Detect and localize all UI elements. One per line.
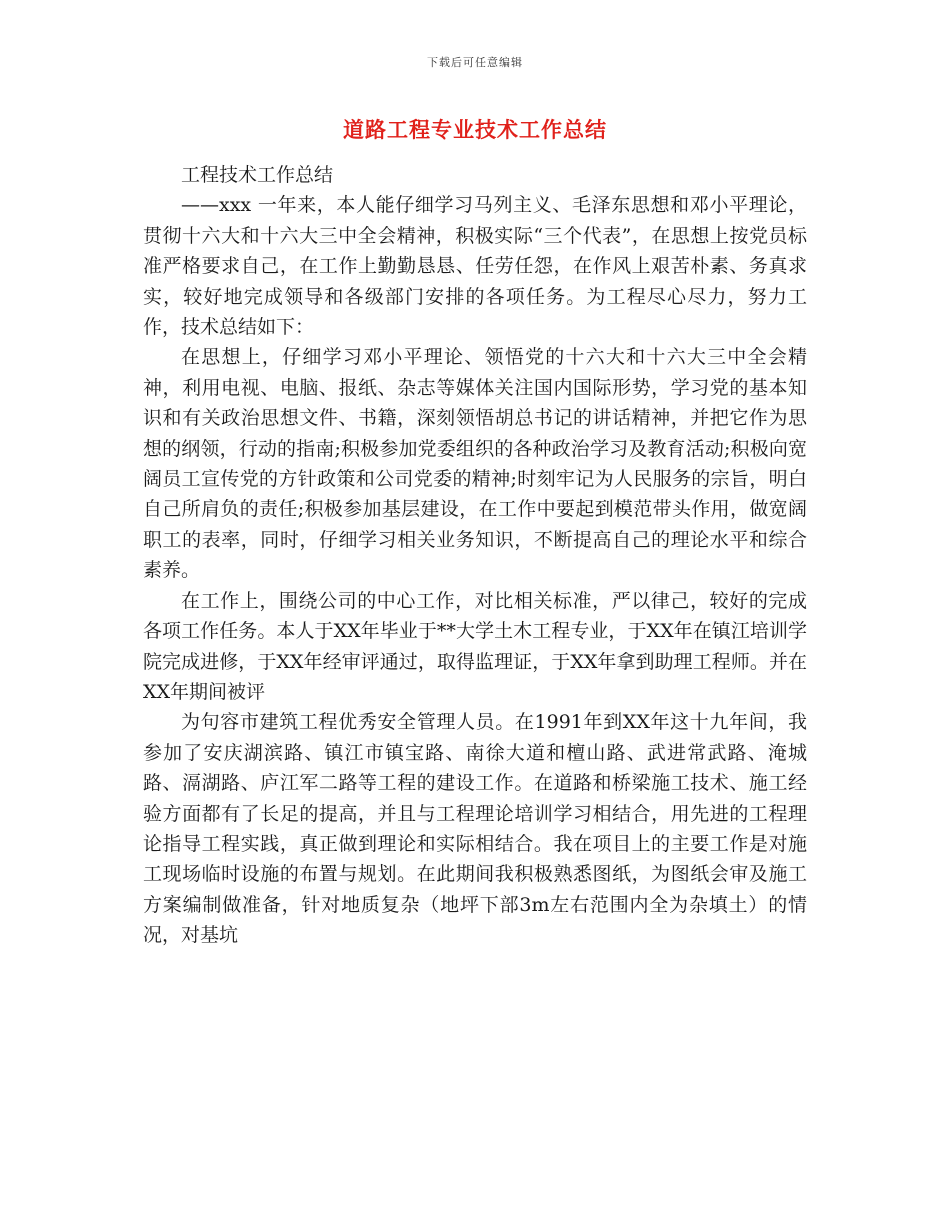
- header-note: 下载后可任意编辑: [427, 56, 523, 69]
- paragraph-ideology: 在思想上，仔细学习邓小平理论、领悟党的十六大和十六大三中全会精神，利用电视、电脑、报纸、杂志等媒体关注国内国际形势，学习党的基本知识和有关政治思想文件、书籍，深刻领悟胡总书记的讲话精神，并把它作为思想的纲领，行动的指南;积极参加党委组织的各种政治学习及教育活动;积极向宽阔员工宣传党的方针政策和公司党委的精神;时刻牢记为人民服务的宗旨，明白自己所肩负的责任;积极参加基层建设，在工作中要起到模范带头作用，做宽阔职工的表率，同时，仔细学习相关业务知识，不断提高自己的理论水平和综合素养。: [143, 346, 807, 582]
- document-body: [143, 160, 807, 951]
- paragraph-subtitle: 工程技术工作总结: [181, 164, 334, 186]
- paragraph-projects: 为句容市建筑工程优秀安全管理人员。在1991年到XX年这十九年间，我参加了安庆湖滨路、镇江市镇宝路、南徐大道和檀山路、武进常武路、淹城路、滆湖路、庐江军二路等工程的建设工作。在道路和桥梁施工技术、施工经验方面都有了长足的提高，并且与工程理论培训学习相结合，用先进的工程理论指导工程实践，真正做到理论和实际相结合。我在项目上的主要工作是对施工现场临时设施的布置与规划。在此期间我积极熟悉图纸，为图纸会审及施工方案编制做准备，针对地质复杂（地坪下部3m左右范围内全为杂填土）的情况，对基坑: [143, 711, 807, 947]
- document-title: 道路工程专业技术工作总结: [343, 118, 607, 142]
- paragraph-work: 在工作上，围绕公司的中心工作，对比相关标准，严以律己，较好的完成各项工作任务。本人于XX年毕业于**大学土木工程专业，于XX年在镇江培训学院完成进修，于XX年经审评通过，取得监理证，于XX年拿到助理工程师。并在XX年期间被评: [143, 589, 807, 703]
- paragraph-intro: ——xxx 一年来，本人能仔细学习马列主义、毛泽东思想和邓小平理论，贯彻十六大和十六大三中全会精神，积极实际“三个代表”，在思想上按党员标准严格要求自己，在工作上勤勤恳恳、任劳任怨，在作风上艰苦朴素、务真求实，较好地完成领导和各级部门安排的各项任务。为工程尽心尽力，努力工作，技术总结如下：: [143, 194, 807, 339]
